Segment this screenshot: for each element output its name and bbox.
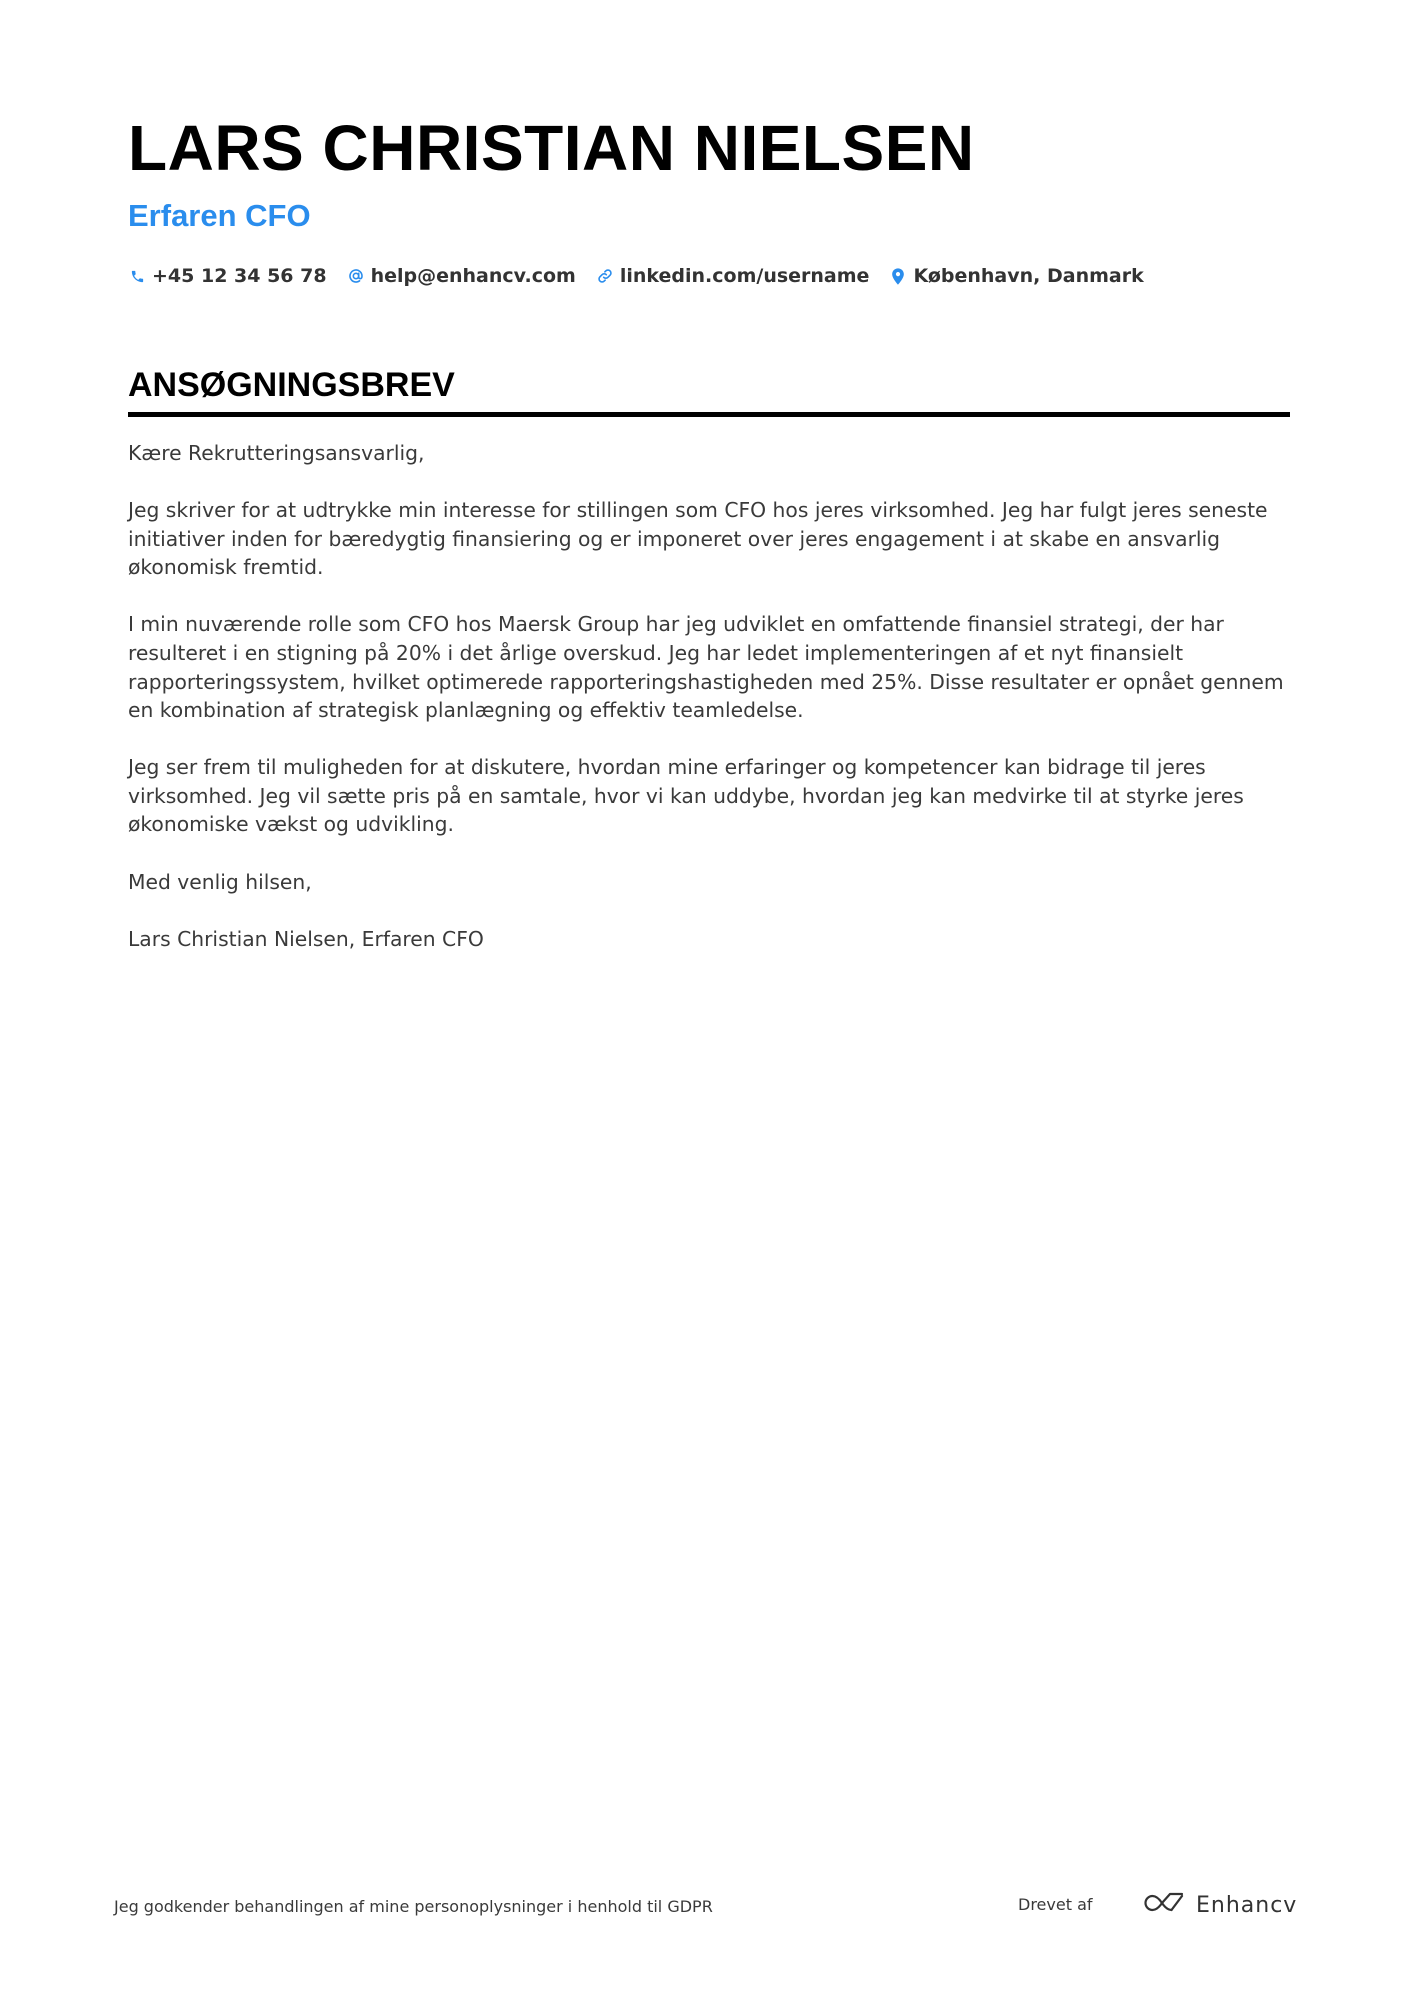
header bbox=[128, 108, 1288, 290]
cover-letter-section bbox=[128, 362, 1290, 982]
letter-paragraph: Jeg ser frem til muligheden for at diskutere, hvordan mine erfaringer og kompetencer kan bidrage til jeres virksomhed. Jeg vil sætte pris på en samtale, hvor vi kan uddybe, hvordan jeg kan medvirke til at styrke jeres økonomiske vækst og udvikling. bbox=[128, 755, 1244, 837]
phone-text: +45 12 34 56 78 bbox=[152, 265, 327, 287]
at-icon bbox=[347, 267, 365, 285]
letter-greeting: Kære Rekrutteringsansvarlig, bbox=[128, 441, 425, 465]
enhancv-logo-icon bbox=[1140, 1891, 1186, 1919]
letter-paragraph: I min nuværende rolle som CFO hos Maersk Group har jeg udviklet en omfattende finansiel strategi, der har resulteret i en stigning på 20% i det årlige overskud. Jeg har ledet implementeringen af et nyt finansielt rapporteringssystem, hvilket optimerede rapporteringshastigheden med 25%. Disse resultater er opnået gennem en kombination af strategisk planlægning og effektiv teamledelse. bbox=[128, 612, 1284, 723]
candidate-role: Erfaren CFO bbox=[128, 198, 311, 233]
footer bbox=[114, 1890, 1298, 1920]
enhancv-logo[interactable] bbox=[1140, 1890, 1297, 1920]
letter-paragraph: Jeg skriver for at udtrykke min interesse for stillingen som CFO hos jeres virksomhed. Jeg har fulgt jeres seneste initiativer inden for bæredygtig finansiering og er imponeret over jeres engagement i at skabe en ansvarlig økonomisk fremtid. bbox=[128, 498, 1268, 580]
contact-email[interactable] bbox=[347, 262, 576, 290]
powered-by-label: Drevet af bbox=[1018, 1895, 1093, 1914]
section-title: ANSØGNINGSBREV bbox=[128, 362, 1290, 417]
letter-closing: Med venlig hilsen, bbox=[128, 869, 312, 894]
phone-icon bbox=[128, 267, 146, 285]
linkedin-text: linkedin.com/username bbox=[619, 265, 870, 287]
contact-location bbox=[889, 262, 1143, 290]
letter-signature: Lars Christian Nielsen, Erfaren CFO bbox=[128, 926, 484, 951]
contact-phone bbox=[128, 262, 327, 290]
email-text: help@enhancv.com bbox=[370, 265, 576, 287]
contact-info bbox=[128, 262, 1288, 290]
gdpr-consent: Jeg godkender behandlingen af mine personoplysninger i henhold til GDPR bbox=[114, 1897, 713, 1916]
location-text: København, Danmark bbox=[913, 265, 1144, 287]
letter-body bbox=[128, 439, 1290, 953]
location-pin-icon bbox=[889, 267, 907, 285]
link-icon bbox=[596, 267, 614, 285]
contact-linkedin[interactable] bbox=[596, 262, 870, 290]
enhancv-logo-text: Enhancv bbox=[1196, 1892, 1298, 1918]
candidate-name: LARS CHRISTIAN NIELSEN bbox=[128, 112, 975, 184]
